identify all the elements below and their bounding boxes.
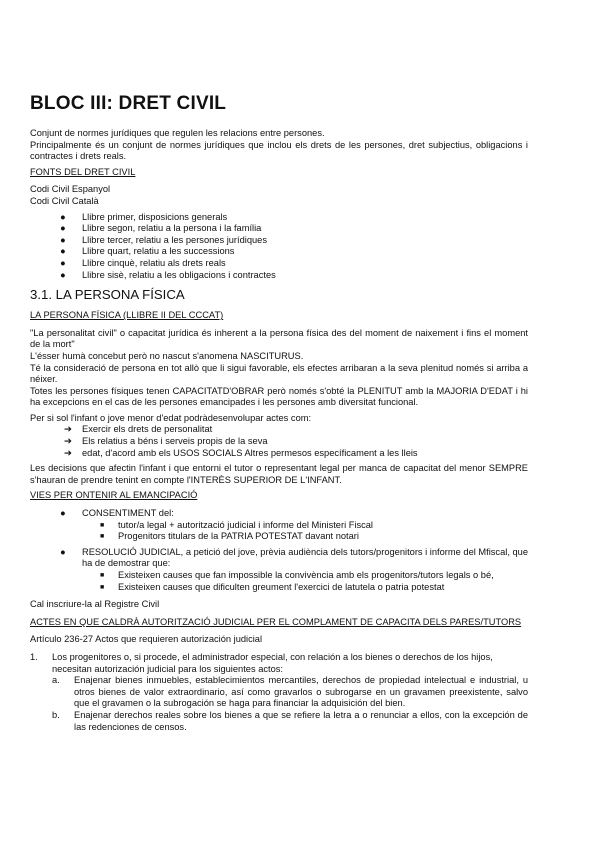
emancipation-heading: VIES PER ONTENIR AL EMANCIPACIÓ	[30, 490, 198, 501]
fonts-heading: FONTS DEL DRET CIVIL	[30, 166, 136, 177]
bullet-icon: ●	[60, 257, 66, 268]
square-bullet-icon: ■	[100, 521, 105, 529]
document-page	[30, 92, 528, 733]
article-list	[30, 652, 528, 733]
decisions-paragraph: Les decisions que afectin l'infant i que entorni el tutor o representant legal per manca de capacitat del menor SEMPRE s'hauran de prendre tenint en compte l'INTERÈS SUPERIOR DE L'INFANT.	[30, 463, 528, 485]
emancipation-list	[30, 547, 528, 570]
bullet-icon: ●	[60, 234, 66, 245]
arrow-right-icon: ➔	[64, 436, 72, 447]
list-item: ■ Progenitors titulars de la PATRIA POTESTAT davant notari	[100, 531, 359, 542]
emancipation-list	[30, 508, 528, 520]
paragraph: "La personalitat civil" o capacitat jurídica és inherent a la persona física des del moment de naixement i fins el moment de la mort"	[30, 327, 528, 350]
minor-acts-intro: Per si sol l'infant o jove menor d'edat podràdesenvolupar actes com:	[30, 412, 312, 423]
registry-note: Cal inscriure-la al Registre Civil	[30, 599, 160, 610]
acts-heading: ACTES EN QUE CALDRÀ AUTORITZACIÓ JUDICIAL PER EL COMPLAMENT DE CAPACITA DELS PARES/TUTORS	[30, 616, 522, 627]
arrow-right-icon: ➔	[64, 447, 72, 458]
section-subheading: LA PERSONA FÍSICA (LLIBRE II DEL CCCAT)	[30, 310, 224, 321]
section-title: 3.1. LA PERSONA FÍSICA	[30, 287, 185, 303]
list-item: 1. Los progenitores o, si procede, el administrador especial, con relación a los bienes o derechos de los hijos, necesitan autorización judicial para los siguientes actos: a. Enajenar bienes inmuebles, establecimientos mercantiles, derechos de propiedad intelectual e industrial, u otros bienes de valor extraordinario, así como gravarlos o subrogarse en un gravamen preexistente, salvo que el gravamen o la subrogación se haga para financiar la adquisición del bien. b. Enajenar derechos reales sobre los bienes a que se refiere la letra a o renunciar a ellos, con la excepción de las redenciones de censos.	[30, 651, 528, 732]
consent-sublist	[30, 520, 528, 543]
list-item: ● Llibre tercer, relatiu a les persones jurídiques	[60, 234, 268, 245]
list-item: a. Enajenar bienes inmuebles, establecimientos mercantiles, derechos de propiedad intelectual e industrial, u otros bienes de valor extraordinario, así como gravarlos o subrogarse en un gravamen preexistente, salvo que el gravamen o la subrogación se haga para financiar la adquisición del bien.	[52, 675, 528, 709]
square-bullet-icon: ■	[100, 533, 105, 541]
article-sublist	[52, 675, 528, 733]
paragraph: Totes les persones físiques tenen CAPACITATD'OBRAR però només s'obté la PLENITUT amb la MAJORIA D'EDAT i hi ha excepcions en el cas de les persones emancipades i les persones amb diversitat funcional.	[30, 385, 528, 408]
list-item: ● Llibre quart, relatiu a les successions	[60, 246, 235, 257]
list-item: ● CONSENTIMENT del:	[60, 508, 174, 519]
list-item: ➔ Exercir els drets de personalitat	[64, 424, 213, 435]
list-item: ■ tutor/a legal + autorització judicial i informe del Ministeri Fiscal	[100, 519, 373, 530]
list-item: ● RESOLUCIÓ JUDICIAL, a petició del jove, prèvia audiència dels tutors/progenitors i informe del Mfiscal, que ha de demostrar que:	[60, 546, 528, 569]
paragraph: L'ésser humà concebut però no nascut s'anomena NASCITURUS.	[30, 350, 304, 361]
list-item: ● Llibre segon, relatiu a la persona i la família	[60, 223, 262, 234]
bullet-icon: ●	[60, 508, 66, 519]
list-letter: b.	[52, 709, 60, 720]
intro-line-2: Principalmente és un conjunt de normes jurídiques que inclou els drets de les persones, dret subjectius, obligacions i contractes i drets reals.	[30, 139, 528, 162]
code-spanish: Codi Civil Espanyol	[30, 184, 111, 195]
square-bullet-icon: ■	[100, 583, 105, 591]
code-catalan: Codi Civil Català	[30, 195, 99, 206]
bullet-icon: ●	[60, 546, 66, 557]
bullet-icon: ●	[60, 269, 66, 280]
document-title: BLOC III: DRET CIVIL	[30, 93, 227, 114]
article-title: Artículo 236-27 Actos que requieren autorización judicial	[30, 634, 263, 645]
list-item: ● Llibre cinquè, relatiu als drets reals	[60, 257, 226, 268]
list-item: ● Llibre sisè, relatiu a les obligacions i contractes	[60, 269, 276, 280]
judicial-sublist	[30, 570, 528, 593]
square-bullet-icon: ■	[100, 572, 105, 579]
bullet-icon: ●	[60, 211, 66, 222]
list-letter: a.	[52, 675, 60, 686]
intro-line-1: Conjunt de normes jurídiques que regulen les relacions entre persones.	[30, 128, 325, 138]
list-number: 1.	[30, 651, 38, 662]
bullet-icon: ●	[60, 246, 66, 257]
list-item: ■ Existeixen causes que dificulten greument l'exercici de latutela o patria potestat	[100, 581, 445, 592]
paragraph: Té la consideració de persona en tot allò que li sigui favorable, els efectes arribaran a la seva plenitud només si arriba a néixer.	[30, 362, 528, 385]
list-item: ● Llibre primer, disposicions generals	[60, 211, 228, 222]
list-item: ➔ Els relatius a béns i serveis propis de la seva	[64, 436, 268, 447]
books-list	[30, 212, 528, 282]
list-item: ■ Existeixen causes que fan impossible la convivència amb els progenitors/tutors legals o bé,	[100, 570, 494, 580]
minor-acts-list	[30, 424, 528, 459]
list-item: ➔ edat, d'acord amb els USOS SOCIALS Altres permesos específicament a les lleis	[64, 447, 418, 458]
arrow-right-icon: ➔	[64, 424, 72, 435]
bullet-icon: ●	[60, 223, 66, 234]
list-item: b. Enajenar derechos reales sobre los bienes a que se refiere la letra a o renunciar a ellos, con la excepción de las redenciones de censos.	[52, 709, 528, 732]
